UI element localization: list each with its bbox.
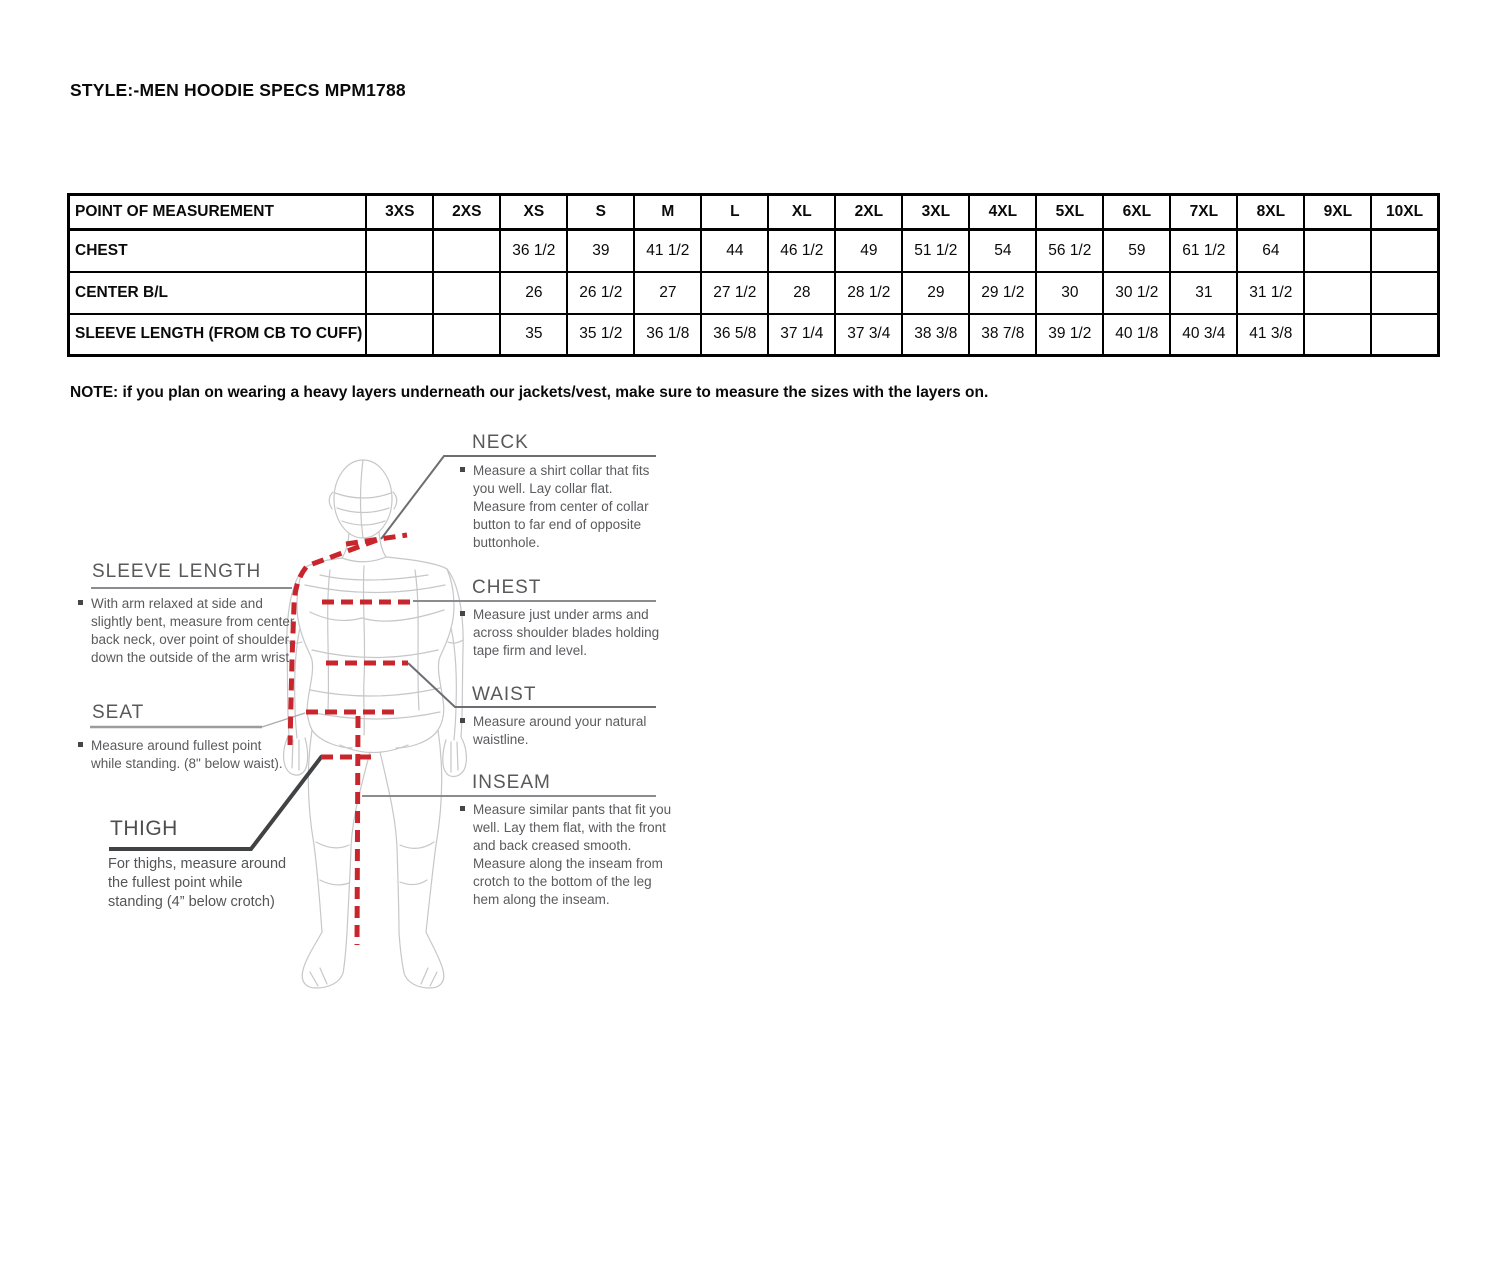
page-title: STYLE:-MEN HOODIE SPECS MPM1788: [70, 80, 406, 100]
size-column-header: 7XL: [1170, 195, 1237, 230]
size-value-cell: 38 3/8: [902, 314, 969, 356]
waist-description: Measure around your natural waistline.: [473, 714, 647, 747]
chest-description-block: [460, 606, 678, 660]
size-value-cell: 44: [701, 230, 768, 272]
size-value-cell: 36 5/8: [701, 314, 768, 356]
table-row-sleeve-length: [69, 314, 1439, 356]
size-column-header: 3XL: [902, 195, 969, 230]
inseam-description: Measure similar pants that fit you well. Lay them flat, with the front and back creased smooth. Measure along the inseam from crotch to the bottom of the leg hem along the inseam.: [473, 802, 672, 907]
waist-label: WAIST: [472, 684, 537, 705]
size-value-cell: 28 1/2: [835, 272, 902, 314]
size-value-cell: 30: [1036, 272, 1103, 314]
size-chart-table: [67, 193, 1440, 357]
size-value-cell: 39: [567, 230, 634, 272]
seat-label: SEAT: [92, 702, 145, 723]
size-value-cell: [433, 272, 500, 314]
size-value-cell: 29: [902, 272, 969, 314]
bullet-icon: [460, 718, 465, 723]
size-value-cell: 64: [1237, 230, 1304, 272]
sleeve-length-label: SLEEVE LENGTH: [92, 561, 262, 582]
seat-description: Measure around fullest point while standing. (8" below waist).: [91, 738, 283, 771]
size-column-header: 3XS: [366, 195, 433, 230]
size-column-header: XL: [768, 195, 835, 230]
chest-description: Measure just under arms and across shoulder blades holding tape firm and level.: [473, 607, 660, 658]
table-header-row: [69, 195, 1439, 230]
size-value-cell: 37 3/4: [835, 314, 902, 356]
size-column-header: S: [567, 195, 634, 230]
size-value-cell: [433, 314, 500, 356]
size-value-cell: [1304, 272, 1371, 314]
size-value-cell: 26: [500, 272, 567, 314]
size-value-cell: 59: [1103, 230, 1170, 272]
size-value-cell: 36 1/8: [634, 314, 701, 356]
size-value-cell: 29 1/2: [969, 272, 1036, 314]
size-value-cell: 39 1/2: [1036, 314, 1103, 356]
size-value-cell: 40 1/8: [1103, 314, 1170, 356]
measurement-row-label: SLEEVE LENGTH (FROM CB TO CUFF): [69, 314, 367, 356]
sleeve-length-description-block: [78, 595, 300, 667]
size-value-cell: 31 1/2: [1237, 272, 1304, 314]
seat-description-block: [78, 737, 283, 773]
size-value-cell: 31: [1170, 272, 1237, 314]
size-value-cell: 36 1/2: [500, 230, 567, 272]
size-value-cell: 35 1/2: [567, 314, 634, 356]
size-column-header: XS: [500, 195, 567, 230]
size-value-cell: [1371, 314, 1438, 356]
size-column-header: 2XS: [433, 195, 500, 230]
neck-label: NECK: [472, 432, 529, 453]
neck-description: Measure a shirt collar that fits you well. Lay collar flat. Measure from center of collar button to far end of opposite buttonhole.: [473, 463, 650, 550]
measurement-row-label: CENTER B/L: [69, 272, 367, 314]
size-column-header: 5XL: [1036, 195, 1103, 230]
size-column-header: 4XL: [969, 195, 1036, 230]
inseam-description-block: [460, 801, 675, 909]
size-value-cell: 38 7/8: [969, 314, 1036, 356]
size-value-cell: 61 1/2: [1170, 230, 1237, 272]
bullet-icon: [460, 806, 465, 811]
size-value-cell: [1371, 230, 1438, 272]
waist-description-block: [460, 713, 665, 749]
size-column-header: 2XL: [835, 195, 902, 230]
size-value-cell: 40 3/4: [1170, 314, 1237, 356]
bullet-icon: [460, 467, 465, 472]
size-column-header: M: [634, 195, 701, 230]
size-value-cell: 27 1/2: [701, 272, 768, 314]
thigh-label: THIGH: [110, 817, 178, 840]
neck-description-block: [460, 462, 665, 552]
size-value-cell: [1371, 272, 1438, 314]
bullet-icon: [78, 742, 83, 747]
bullet-icon: [460, 611, 465, 616]
size-value-cell: 26 1/2: [567, 272, 634, 314]
size-value-cell: 30 1/2: [1103, 272, 1170, 314]
size-value-cell: 54: [969, 230, 1036, 272]
size-value-cell: [366, 314, 433, 356]
bullet-icon: [78, 600, 83, 605]
size-value-cell: 56 1/2: [1036, 230, 1103, 272]
measurement-lines: [290, 535, 413, 945]
size-column-header: L: [701, 195, 768, 230]
size-value-cell: 37 1/4: [768, 314, 835, 356]
seat-connector-line: [262, 713, 305, 727]
size-value-cell: [433, 230, 500, 272]
size-value-cell: 41 3/8: [1237, 314, 1304, 356]
measurement-row-label: CHEST: [69, 230, 367, 272]
size-column-header: 6XL: [1103, 195, 1170, 230]
inseam-label: INSEAM: [472, 772, 551, 793]
size-value-cell: [366, 272, 433, 314]
thigh-description: For thighs, measure around the fullest point while standing (4” below crotch): [108, 856, 287, 910]
size-value-cell: 41 1/2: [634, 230, 701, 272]
size-value-cell: [366, 230, 433, 272]
table-row-chest: [69, 230, 1439, 272]
size-value-cell: 49: [835, 230, 902, 272]
column-header-point-of-measurement: POINT OF MEASUREMENT: [69, 195, 367, 230]
size-value-cell: 28: [768, 272, 835, 314]
table-row-center-bl: [69, 272, 1439, 314]
size-value-cell: [1304, 314, 1371, 356]
size-column-header: 9XL: [1304, 195, 1371, 230]
note-text: NOTE: if you plan on wearing a heavy layers underneath our jackets/vest, make sure to measure the sizes with the layers on.: [70, 384, 989, 401]
chest-label: CHEST: [472, 577, 542, 598]
size-value-cell: 27: [634, 272, 701, 314]
size-value-cell: 46 1/2: [768, 230, 835, 272]
size-value-cell: [1304, 230, 1371, 272]
size-value-cell: 51 1/2: [902, 230, 969, 272]
size-column-header: 10XL: [1371, 195, 1438, 230]
sleeve-length-description: With arm relaxed at side and slightly bent, measure from center back neck, over point of shoulder, down the outside of the arm wrist.: [91, 596, 295, 665]
size-value-cell: 35: [500, 314, 567, 356]
size-column-header: 8XL: [1237, 195, 1304, 230]
